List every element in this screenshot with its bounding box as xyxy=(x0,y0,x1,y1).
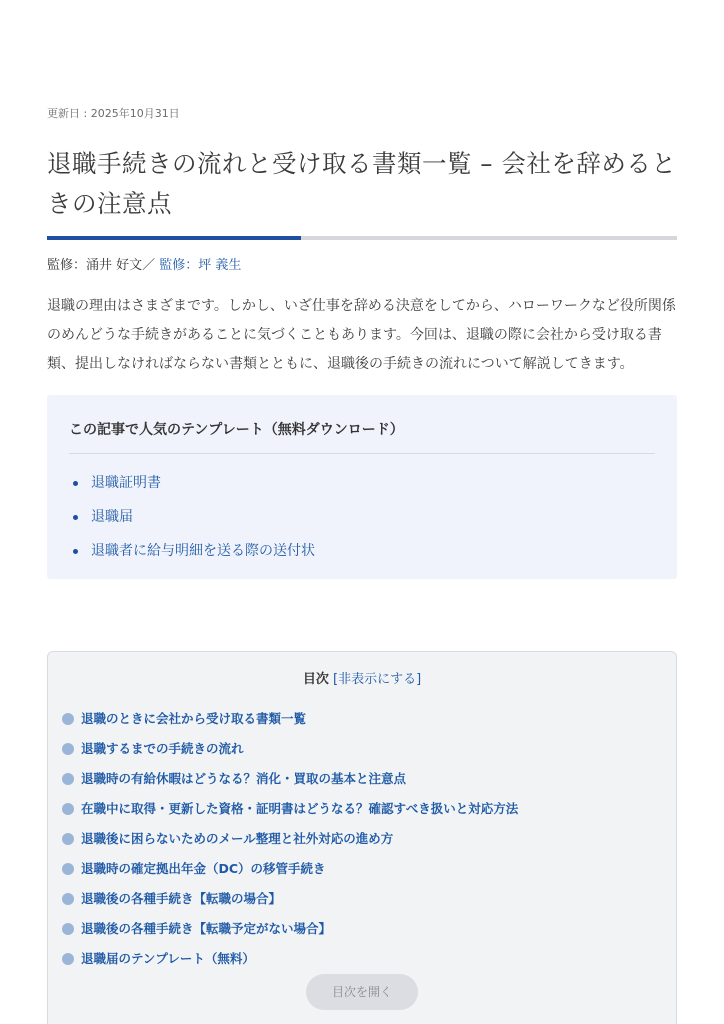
toc-item-link[interactable]: 在職中に取得・更新した資格・証明書はどうなる？確認すべき扱いと対応方法 xyxy=(81,801,519,816)
toc-item[interactable] xyxy=(62,764,676,794)
bullet-icon xyxy=(73,481,78,486)
toc-header xyxy=(48,670,676,690)
popular-templates-box xyxy=(47,395,677,579)
popular-template-link[interactable]: 退職証明書 xyxy=(91,475,161,491)
popular-template-item[interactable] xyxy=(69,534,655,568)
toc-item[interactable] xyxy=(62,854,676,884)
table-of-contents xyxy=(47,651,677,1024)
toc-item-link[interactable]: 退職届のテンプレート（無料） xyxy=(81,951,255,966)
toc-bullet-icon xyxy=(62,743,74,755)
toc-item-link[interactable]: 退職のときに会社から受け取る書類一覧 xyxy=(81,711,307,726)
toc-item-link[interactable]: 退職時の有給休暇はどうなる？消化・買取の基本と注意点 xyxy=(81,771,407,786)
toc-bullet-icon xyxy=(62,773,74,785)
bullet-icon xyxy=(73,549,78,554)
popular-templates-list xyxy=(69,466,655,568)
toc-bullet-icon xyxy=(62,923,74,935)
updated-date: 更新日 : 2025年10月31日 xyxy=(47,107,180,120)
toc-bullet-icon xyxy=(62,713,74,725)
popular-template-link[interactable]: 退職届 xyxy=(91,509,133,525)
supervisor-link[interactable]: 監修：坪 義生 xyxy=(159,258,242,273)
toc-item[interactable] xyxy=(62,944,676,974)
toc-expand-button[interactable]: 目次を開く xyxy=(306,974,418,1010)
popular-template-link[interactable]: 退職者に給与明細を送る際の送付状 xyxy=(91,543,315,559)
toc-item[interactable] xyxy=(62,794,676,824)
toc-item-link[interactable]: 退職時の確定拠出年金（DC）の移管手続き xyxy=(81,861,326,876)
toc-bullet-icon xyxy=(62,803,74,815)
toc-item-link[interactable]: 退職後に困らないためのメール整理と社外対応の進め方 xyxy=(81,831,394,846)
toc-item[interactable] xyxy=(62,914,676,944)
popular-templates-heading: この記事で人気のテンプレート（無料ダウンロード） xyxy=(69,417,655,454)
toc-toggle-link[interactable]: [非表示にする] xyxy=(333,672,422,687)
toc-item[interactable] xyxy=(62,734,676,764)
bullet-icon xyxy=(73,515,78,520)
toc-item[interactable] xyxy=(62,824,676,854)
toc-item-link[interactable]: 退職後の各種手続き【転職の場合】 xyxy=(81,891,282,906)
supervisor-line xyxy=(47,256,677,276)
toc-bullet-icon xyxy=(62,863,74,875)
toc-bullet-icon xyxy=(62,953,74,965)
toc-bullet-icon xyxy=(62,893,74,905)
title-underline xyxy=(47,236,677,240)
toc-item-link[interactable]: 退職後の各種手続き【転職予定がない場合】 xyxy=(81,921,332,936)
toc-item[interactable] xyxy=(62,884,676,914)
article xyxy=(47,104,677,579)
toc-list xyxy=(48,704,676,974)
intro-paragraph: 退職の理由はさまざまです。しかし、いざ仕事を辞める決意をしてから、ハローワークなど役所関係のめんどうな手続きがあることに気づくこともあります。今回は、退職の際に会社から受け取る書類、提出しなければならない書類とともに、退職後の手続きの流れについて解説してきます。 xyxy=(47,298,676,372)
popular-template-item[interactable] xyxy=(69,466,655,500)
toc-item-link[interactable]: 退職するまでの手続きの流れ xyxy=(81,741,244,756)
title-underline-accent xyxy=(47,236,301,240)
toc-item[interactable] xyxy=(62,704,676,734)
popular-template-item[interactable] xyxy=(69,500,655,534)
supervisor-label: 監修：涌井 好文／ xyxy=(47,258,160,273)
toc-title: 目次 xyxy=(302,672,329,687)
page-title: 退職手続きの流れと受け取る書類一覧 – 会社を辞めるときの注意点 xyxy=(47,149,677,218)
toc-bullet-icon xyxy=(62,833,74,845)
